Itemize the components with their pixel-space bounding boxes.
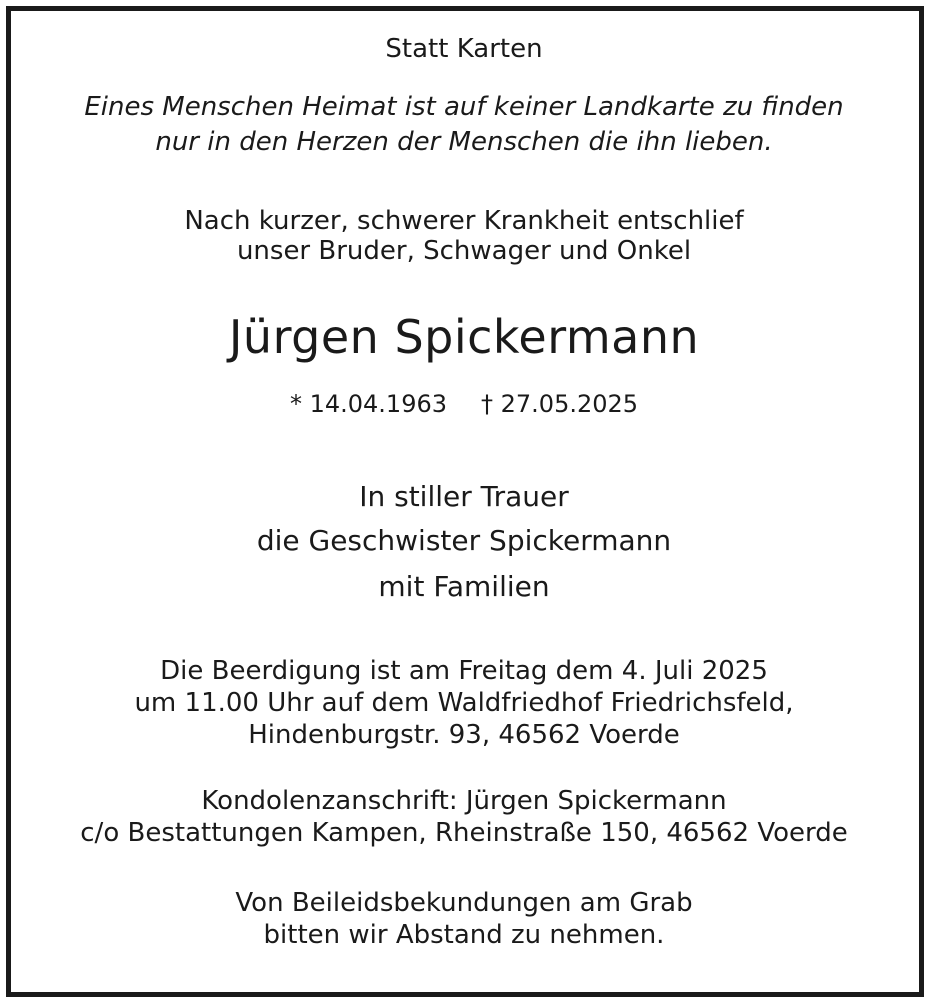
mourners-line-1: In stiller Trauer	[359, 480, 569, 513]
closing-line-2: bitten wir Abstand zu nehmen.	[263, 920, 665, 950]
condolence-line-2: c/o Bestattungen Kampen, Rheinstraße 150, 46562 Voerde	[80, 818, 848, 848]
quote-line-1: Eines Menschen Heimat ist auf keiner Landkarte zu finden	[84, 92, 844, 122]
condolence-line-1: Kondolenzanschrift: Jürgen Spickermann	[201, 786, 727, 816]
intro-line-2: unser Bruder, Schwager und Onkel	[236, 236, 692, 266]
funeral-line-2: um 11.00 Uhr auf dem Waldfriedhof Friedrichsfeld,	[134, 688, 794, 718]
quote-line-2: nur in den Herzen der Menschen die ihn lieben.	[155, 127, 773, 157]
birth-date: * 14.04.1963	[289, 390, 447, 418]
intro-line-1: Nach kurzer, schwerer Krankheit entschlief	[184, 206, 744, 236]
mourners-line-3: mit Familien	[378, 570, 550, 603]
deceased-name: Jürgen Spickermann	[228, 310, 700, 364]
death-date: † 27.05.2025	[481, 390, 639, 418]
statt-karten-heading: Statt Karten	[385, 34, 543, 64]
closing-line-1: Von Beileidsbekundungen am Grab	[235, 888, 693, 918]
funeral-line-1: Die Beerdigung ist am Freitag dem 4. Juli 2025	[160, 656, 768, 686]
mourners-line-2: die Geschwister Spickermann	[256, 524, 672, 557]
funeral-line-3: Hindenburgstr. 93, 46562 Voerde	[248, 720, 680, 750]
life-dates	[0, 390, 928, 418]
